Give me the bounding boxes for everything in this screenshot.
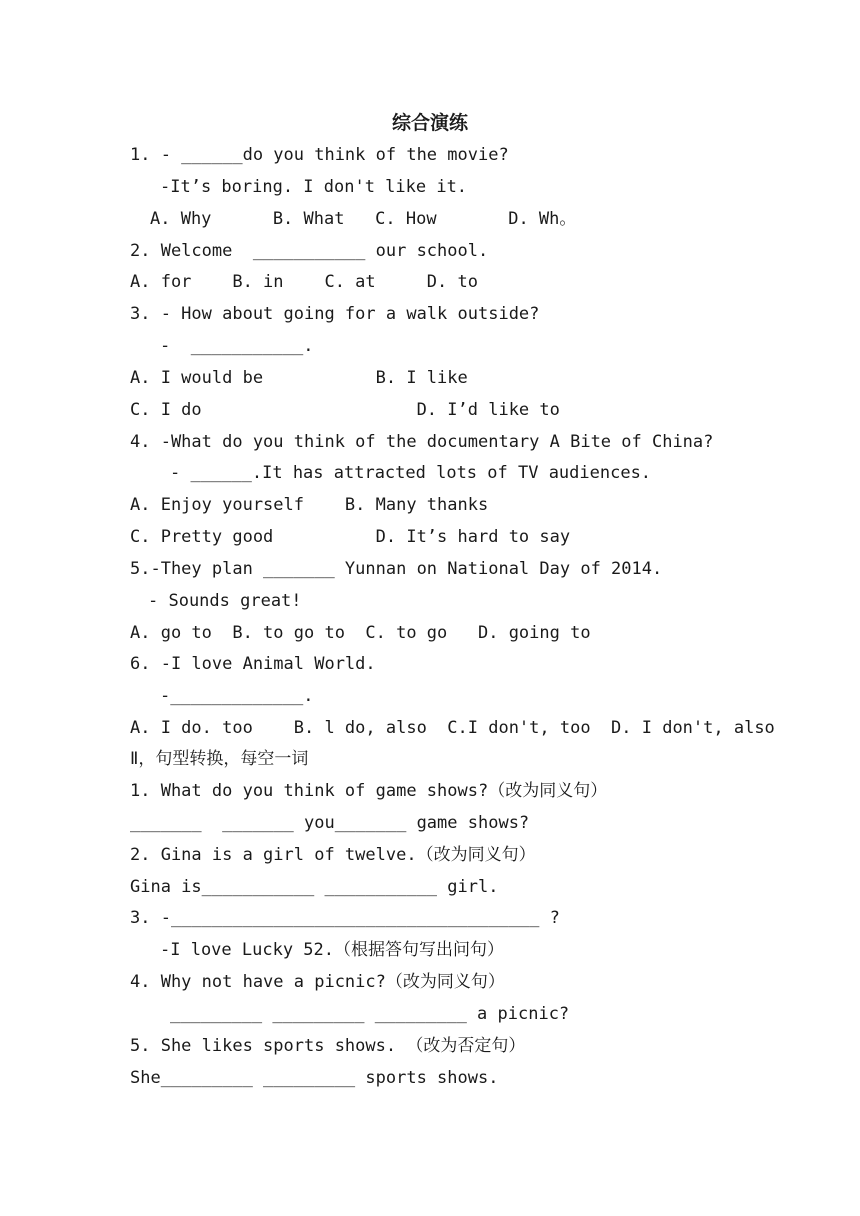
q5-options: A. go to B. to go to C. to go D. going to — [130, 623, 591, 643]
q4-options-ab: A. Enjoy yourself B. Many thanks — [130, 495, 489, 515]
q5-question: 5.-They plan _______ Yunnan on National Day of 2014. — [130, 559, 663, 579]
q1-question: 1. - ______do you think of the movie? — [130, 145, 509, 165]
q1-options: A. Why B. What C. How D. Wh。 — [150, 209, 577, 229]
s2-q3-blanks: 3. -____________________________________ ? — [130, 908, 560, 928]
q5-answer: - Sounds great! — [148, 591, 302, 611]
s2-q5-blanks: She_________ _________ sports shows. — [130, 1068, 499, 1088]
s2-q4-prompt: 4. Why not have a picnic?（改为同义句） — [130, 972, 505, 992]
q3-question: 3. - How about going for a walk outside? — [130, 304, 540, 324]
q4-question: 4. -What do you think of the documentary A Bite of China? — [130, 432, 714, 452]
q2-question: 2. Welcome ___________ our school. — [130, 241, 489, 261]
q6-question: 6. -I love Animal World. — [130, 654, 376, 674]
q3-answer: - ___________. — [160, 336, 314, 356]
q4-answer: - ______.It has attracted lots of TV audiences. — [170, 463, 652, 483]
q6-options: A. I do. too B. l do, also C.I don't, too D. I don't, also — [130, 718, 775, 738]
s2-q2-blanks: Gina is___________ ___________ girl. — [130, 877, 499, 897]
s2-q1-prompt: 1. What do you think of game shows?（改为同义句） — [130, 781, 608, 801]
s2-q3-prompt: -I love Lucky 52.（根据答句写出问句） — [160, 940, 504, 960]
section-2-heading: Ⅱ，句型转换，每空一词 — [130, 749, 309, 769]
s2-q5-prompt: 5. She likes sports shows. （改为否定句） — [130, 1036, 526, 1056]
q6-answer: -_____________. — [160, 686, 314, 706]
s2-q4-blanks: _________ _________ _________ a picnic? — [170, 1004, 570, 1024]
s2-q2-prompt: 2. Gina is a girl of twelve.（改为同义句） — [130, 845, 536, 865]
q4-options-cd: C. Pretty good D. It’s hard to say — [130, 527, 571, 547]
q3-options-ab: A. I would be B. I like — [130, 368, 468, 388]
s2-q1-blanks: _______ _______ you_______ game shows? — [130, 813, 530, 833]
page-title: 综合演练 — [391, 112, 468, 134]
q2-options: A. for B. in C. at D. to — [130, 272, 478, 292]
q1-answer: -It’s boring. I don't like it. — [160, 177, 468, 197]
q3-options-cd: C. I do D. I’d like to — [130, 400, 560, 420]
